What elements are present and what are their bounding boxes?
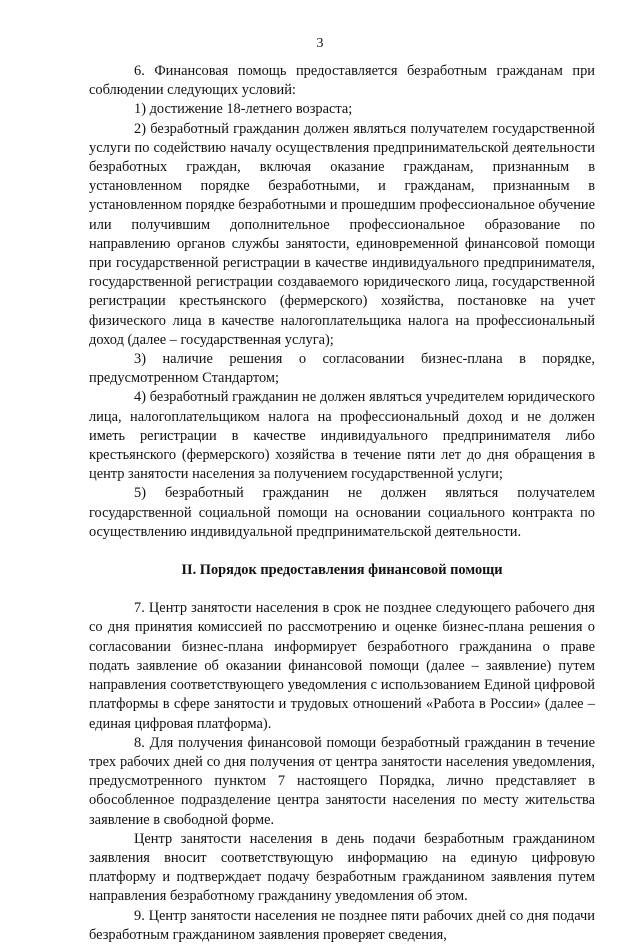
paragraph-8-continued: Центр занятости населения в день подачи безработным гражданином заявления вносит соответствующую информацию на единую цифровую платформу и подтверждает подачу безработным гражданином заявления путем направления безработному гражданину уведомления об этом. xyxy=(89,830,595,905)
condition-5: 5) безработный гражданин не должен являться получателем государственной социальной помощи на основании социального контракта по осуществлению индивидуальной предпринимательской деятельности. xyxy=(89,485,595,540)
condition-4: 4) безработный гражданин не должен являться учредителем юридического лица, налогоплательщиком налога на профессиональный доход и не должен иметь регистрации в качестве индивидуального предпринимателя либо крестьянского (фермерского) хозяйства в течение пяти лет до дня обращения в центр занятости населения за получением государственной услуги; xyxy=(89,389,595,483)
condition-2: 2) безработный гражданин должен являться получателем государственной услуги по содействию началу осуществления предпринимательской деятельности безработных граждан, включая оказание гражданам, признанным в установленном порядке безработными, и гражданам, признанным в установленном порядке безработными и прошедшим профессиональное обучение или получившим дополнительное профессиональное образование по направлению органов службы занятости, единовременной финансовой помощи при государственной регистрации в качестве индивидуального предпринимателя, государственной регистрации создаваемого юридического лица, государственной регистрации крестьянского (фермерского) хозяйства, постановке на учет физического лица в качестве налогоплательщика налога на профессиональный доход (далее – государственная услуга); xyxy=(89,120,595,348)
section-spacer xyxy=(89,580,595,599)
page-number: 3 xyxy=(316,36,324,51)
condition-3: 3) наличие решения о согласовании бизнес-плана в порядке, предусмотренном Стандартом; xyxy=(89,351,595,387)
paragraph-6: 6. Финансовая помощь предоставляется безработным гражданам при соблюдении следующих условий: xyxy=(89,63,595,99)
paragraph-7: 7. Центр занятости населения в срок не позднее следующего рабочего дня со дня принятия комиссией по рассмотрению и оценке бизнес-плана решения о согласовании бизнес-плана информирует безработного гражданина о праве подать заявление об оказании финансовой помощи (далее – заявление) путем направления соответствующего уведомления с использованием Единой цифровой платформы в сфере занятости и трудовых отношений «Работа в России» (далее – единая цифровая платформа). xyxy=(89,600,595,732)
condition-1: 1) достижение 18-летнего возраста; xyxy=(134,101,353,118)
paragraph-8: 8. Для получения финансовой помощи безработный гражданин в течение трех рабочих дней со дня получения от центра занятости населения уведомления, предусмотренного пунктом 7 настоящего Порядка, лично представляет в обособленное подразделение центра занятости населения по месту жительства заявление в свободной форме. xyxy=(89,734,595,828)
paragraph-9: 9. Центр занятости населения не позднее пяти рабочих дней со дня подачи безработным гражданином заявления проверяет сведения, xyxy=(89,907,595,943)
section-heading: II. Порядок предоставления финансовой помощи xyxy=(181,562,503,579)
document-body xyxy=(89,62,595,945)
section-spacer xyxy=(89,542,595,561)
